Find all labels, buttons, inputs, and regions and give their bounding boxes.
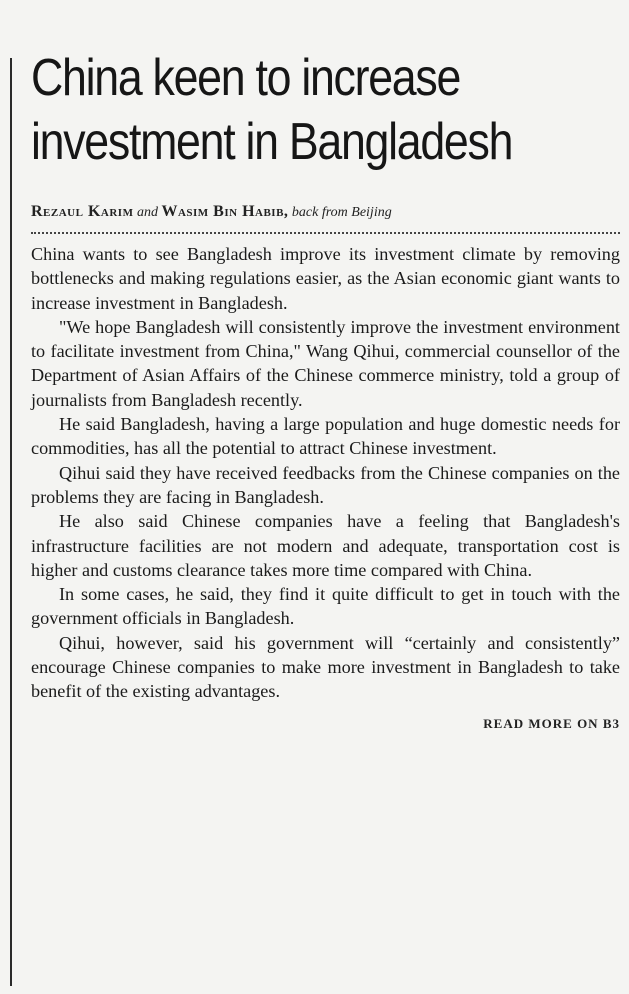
news-article [31, 46, 620, 732]
article-paragraph: In some cases, he said, they find it quite difficult to get in touch with the government officials in Bangladesh. [31, 584, 620, 629]
byline-conjunction: and [136, 205, 158, 220]
article-headline: China keen to increase investment in Bangladesh [31, 49, 513, 171]
article-paragraph: China wants to see Bangladesh improve its investment climate by removing bottlenecks and making regulations easier, as the Asian economic giant wants to increase investment in Bangladesh. [31, 244, 620, 313]
article-paragraph: Qihui, however, said his government will “certainly and consistently” encourage Chinese companies to make more investment in Bangladesh to take benefit of the existing advantages. [31, 632, 620, 702]
article-paragraph: "We hope Bangladesh will consistently improve the investment environment to facilitate investment from China," Wang Qihui, commercial counsellor of the Department of Asian Affairs of the Chinese commerce ministry, told a group of journalists from Bangladesh recently. [31, 316, 620, 410]
article-paragraph: He also said Chinese companies have a feeling that Bangladesh's infrastructure facilities are not modern and adequate, transportation cost is higher and customs clearance takes more time compared with China. [31, 511, 620, 580]
author-name: Wasim Bin Habib, [161, 203, 289, 220]
article-body [31, 242, 620, 704]
dateline: back from Beijing [291, 205, 392, 220]
dotted-divider [31, 232, 620, 234]
article-paragraph: Qihui said they have received feedbacks from the Chinese companies on the problems they are facing in Bangladesh. [31, 462, 620, 507]
article-paragraph: He said Bangladesh, having a large population and huge domestic needs for commodities, has all the potential to attract Chinese investment. [31, 414, 620, 459]
byline [31, 203, 620, 222]
read-more-link[interactable]: READ MORE ON B3 [483, 715, 620, 731]
column-rule [10, 58, 12, 986]
author-name: Rezaul Karim [31, 203, 134, 220]
